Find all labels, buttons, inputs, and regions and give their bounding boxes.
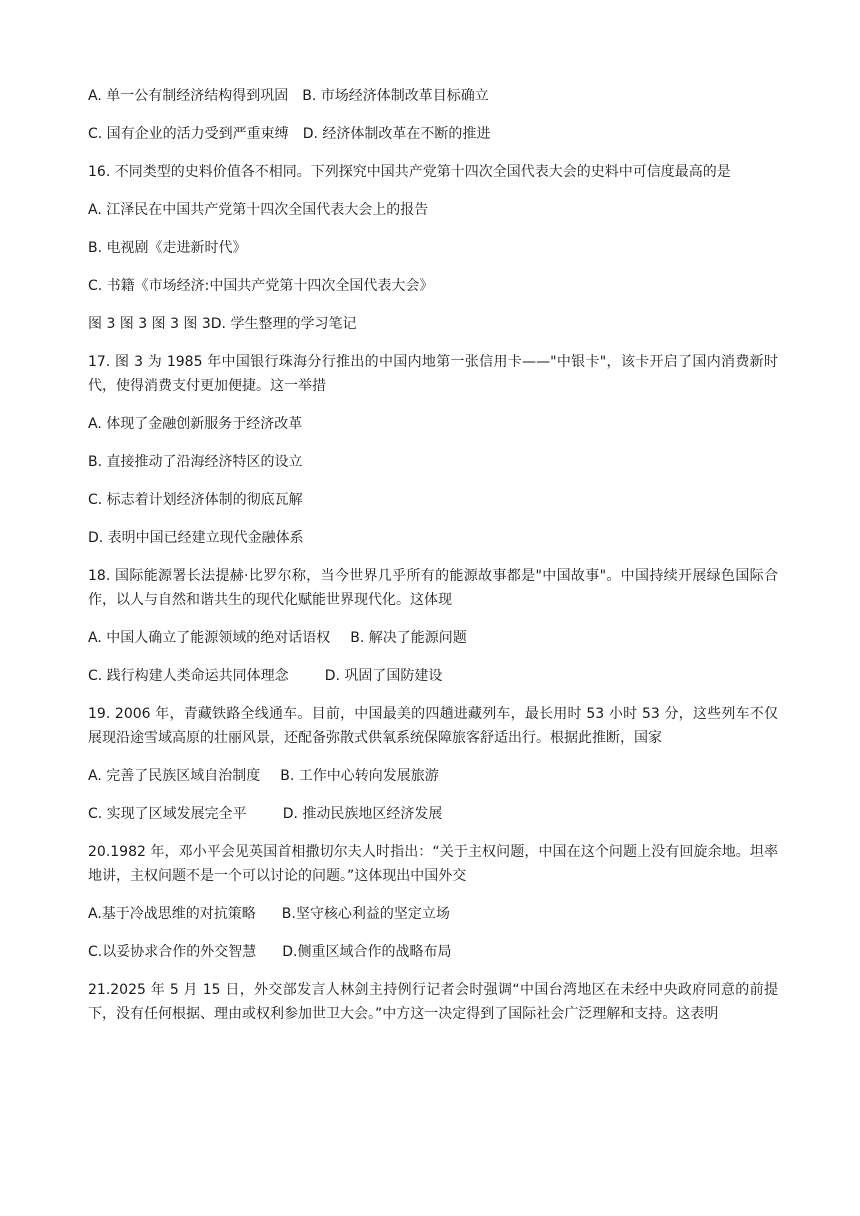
q17-option-b: B. 直接推动了沿海经济特区的设立 [88, 454, 303, 470]
q17-option-c: C. 标志着计划经济体制的彻底瓦解 [88, 492, 303, 508]
q15-option-b: B. 市场经济体制改革目标确立 [302, 88, 489, 104]
q18-stem: 18. 国际能源署长法提赫·比罗尔称，当今世界几乎所有的能源故事都是"中国故事"。中国持续开展绿色国际合作，以人与自然和谐共生的现代化赋能世界现代化。这体现 [88, 568, 778, 608]
q15-options-ab [88, 84, 778, 108]
q17-stem: 17. 图 3 为 1985 年中国银行珠海分行推出的中国内地第一张信用卡——"中银卡"，该卡开启了国内消费新时代，使得消费支付更加便捷。这一举措 [88, 354, 778, 394]
q18-options-ab [88, 626, 778, 650]
q18-option-b: B. 解决了能源问题 [350, 630, 467, 646]
q20-option-b: B.坚守核心利益的坚定立场 [281, 906, 450, 922]
q16-stem: 16. 不同类型的史料价值各不相同。下列探究中国共产党第十四次全国代表大会的史料中可信度最高的是 [88, 164, 731, 180]
q19-options-ab [88, 764, 778, 788]
q20-stem: 20.1982 年，邓小平会见英国首相撒切尔夫人时指出：“关于主权问题，中国在这个问题上没有回旋余地。坦率地讲，主权问题不是一个可以讨论的问题。”这体现出中国外交 [88, 844, 778, 884]
q19-stem: 19. 2006 年，青藏铁路全线通车。目前，中国最美的四趟进藏列车，最长用时 53 小时 53 分，这些列车不仅展现沿途雪域高原的壮丽风景，还配备弥散式供氧系统保障旅客舒适出行。根据此推断，国家 [88, 706, 778, 746]
q15-option-c: C. 国有企业的活力受到严重束缚 [88, 126, 289, 142]
q20-option-d: D.侧重区域合作的战略布局 [282, 944, 452, 960]
q20-option-c: C.以妥协求合作的外交智慧 [88, 944, 257, 960]
q18-option-d: D. 巩固了国防建设 [324, 668, 443, 684]
q16-option-b: B. 电视剧《走进新时代》 [88, 240, 247, 256]
q19-options-cd [88, 802, 778, 826]
q20-options-ab [88, 902, 778, 926]
q19-option-a: A. 完善了民族区域自治制度 [88, 768, 261, 784]
question-content [88, 84, 778, 1040]
q18-option-a: A. 中国人确立了能源领域的绝对话语权 [88, 630, 331, 646]
q20-option-a: A.基于冷战思维的对抗策略 [88, 906, 256, 922]
q19-option-d: D. 推动民族地区经济发展 [282, 806, 443, 822]
q15-options-cd [88, 122, 778, 146]
q15-option-a: A. 单一公有制经济结构得到巩固 [88, 88, 289, 104]
q16-option-c: C. 书籍《市场经济:中国共产党第十四次全国代表大会》 [88, 278, 434, 294]
q17-option-d: D. 表明中国已经建立现代金融体系 [88, 530, 304, 546]
q17-option-a: A. 体现了金融创新服务于经济改革 [88, 416, 303, 432]
q20-options-cd [88, 940, 778, 964]
q18-option-c: C. 践行构建人类命运共同体理念 [88, 668, 289, 684]
q19-option-b: B. 工作中心转向发展旅游 [280, 768, 439, 784]
q18-options-cd [88, 664, 778, 688]
q16-option-d: 图 3 图 3 图 3 图 3D. 学生整理的学习笔记 [88, 316, 357, 332]
q15-option-d: D. 经济体制改革在不断的推进 [302, 126, 491, 142]
q19-option-c: C. 实现了区域发展完全平 [88, 806, 247, 822]
q16-option-a: A. 江泽民在中国共产党第十四次全国代表大会上的报告 [88, 202, 429, 218]
q21-stem: 21.2025 年 5 月 15 日，外交部发言人林剑主持例行记者会时强调“中国台湾地区在未经中央政府同意的前提下，没有任何根据、理由或权利参加世卫大会。”中方这一决定得到了国际社会广泛理解和支持。这表明 [88, 982, 778, 1022]
